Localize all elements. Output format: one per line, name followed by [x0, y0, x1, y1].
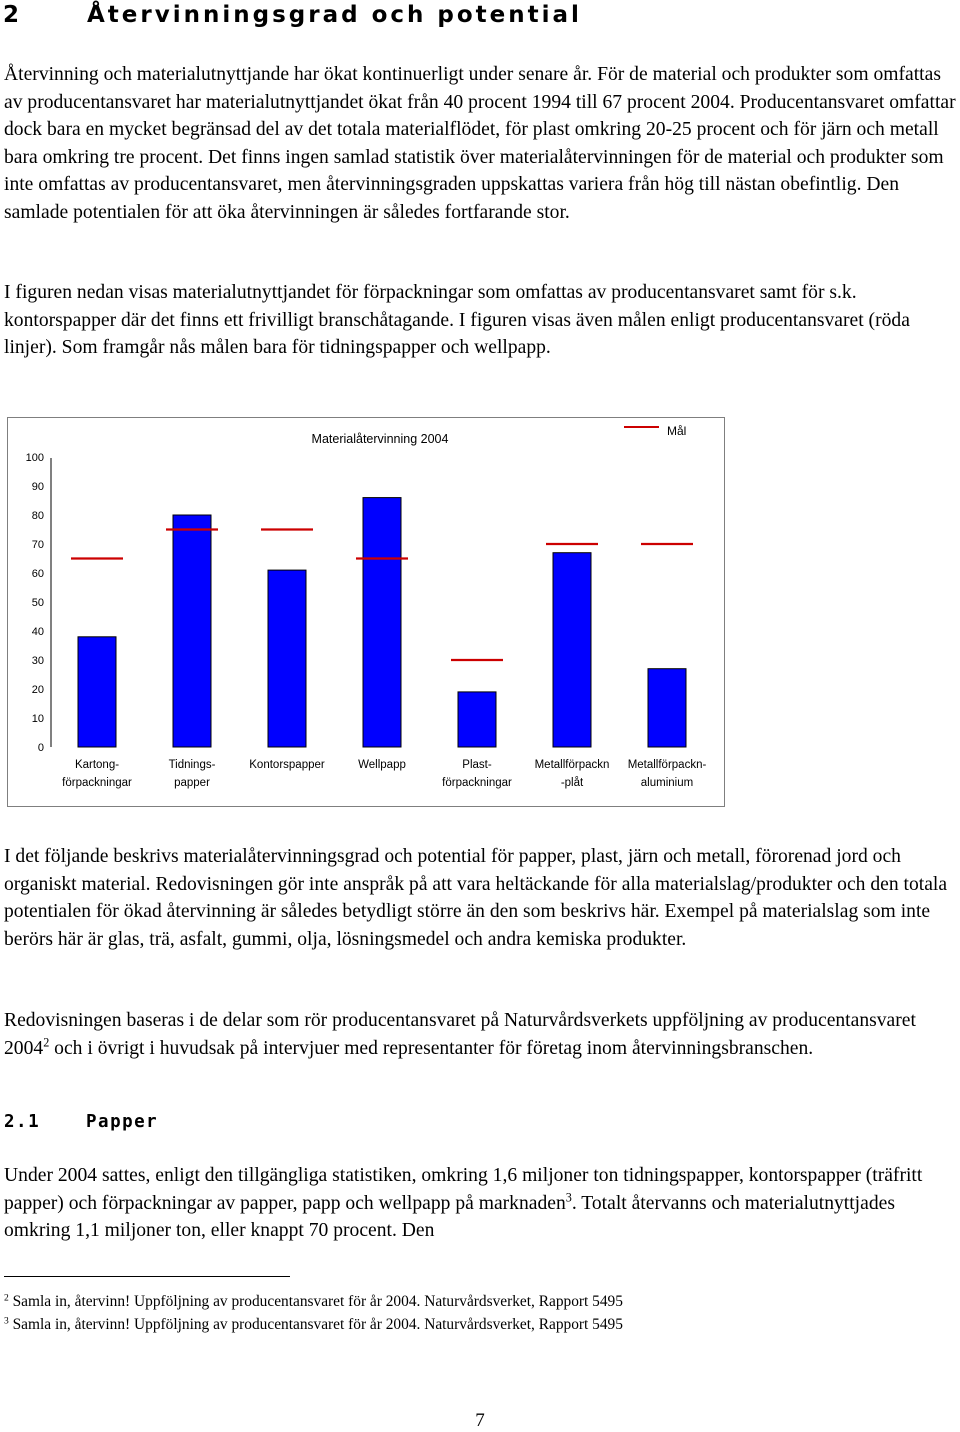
- y-tick-label: 90: [31, 481, 44, 493]
- paragraph-1: Återvinning och materialutnyttjande har ökat kontinuerligt under senare år. För de material och produkter som omfattas av producentansvaret har materialutnyttjandet ökat från 40 procent 1994 till 67 procent 2004. Producentansvaret omfattar dock bara en mycket begränsad del av det totala materialflödet, för plast omkring 20-25 procent och för järn och metall bara omkring tre procent. Det finns ingen samlad statistik över materialåtervinningen för de material och produkter som inte omfattas av producentansvaret, men återvinningsgraden uppskattas variera från hög till nästan obefintlig. Den samlade potentialen för att öka återvinningen är således fortfarande stor.: [4, 64, 956, 223]
- chart-title: Materialåtervinning 2004: [311, 432, 449, 446]
- bar: [173, 515, 211, 747]
- paragraph-5: [4, 1162, 956, 1245]
- legend-label: Mål: [667, 424, 687, 438]
- y-tick-label: 20: [31, 684, 44, 696]
- paragraph-5-text-a: Under 2004 sattes, enligt den tillgängliga statistiken, omkring 1,6 miljoner ton tidningspapper, kontorspapper (träfritt papper) och förpackningar av papper, papp och wellpapp på marknaden: [4, 1165, 923, 1214]
- y-tick-label: 50: [31, 597, 44, 609]
- subsection-number: 2.1: [4, 1112, 41, 1132]
- bar: [648, 669, 686, 747]
- footnote-number: 3: [4, 1315, 9, 1327]
- x-tick-label: förpackningar: [442, 777, 512, 789]
- y-tick-label: 0: [37, 742, 44, 754]
- x-tick-label: Wellpapp: [358, 759, 406, 771]
- x-tick-label: Tidnings-: [168, 759, 216, 771]
- page-number: 7: [475, 1410, 485, 1431]
- section-heading: [3, 2, 582, 28]
- footnote-number: 2: [4, 1292, 9, 1304]
- subsection-heading: [4, 1112, 158, 1132]
- paragraph-4-text-b: och i övrigt i huvudsak på intervjuer med representanter för företag inom återvinningsbranschen.: [49, 1037, 814, 1059]
- footnote-3: [4, 1315, 623, 1335]
- bar: [553, 553, 591, 747]
- y-tick-label: 40: [31, 626, 44, 638]
- footnote-separator: [4, 1276, 290, 1277]
- recycling-chart: [7, 417, 725, 807]
- y-tick-label: 60: [31, 568, 44, 580]
- x-tick-label: -plåt: [560, 777, 584, 789]
- y-tick-label: 100: [25, 452, 44, 464]
- x-tick-label: aluminium: [640, 777, 694, 789]
- x-tick-label: Plast-: [462, 759, 492, 771]
- section-number: 2: [3, 2, 23, 28]
- x-tick-label: Kartong-: [74, 759, 120, 771]
- bar: [78, 637, 116, 747]
- bar: [268, 570, 306, 747]
- paragraph-4-text-a: Redovisningen baseras i de delar som rör producentansvaret på Naturvårdsverkets uppföljning av producentansvaret 2004: [4, 1010, 916, 1059]
- subsection-title: Papper: [86, 1112, 159, 1132]
- y-tick-label: 70: [31, 539, 44, 551]
- x-tick-label: förpackningar: [62, 777, 132, 789]
- paragraph-2: I figuren nedan visas materialutnyttjandet för förpackningar som omfattas av producentansvaret samt för s.k. kontorspapper där det finns ett frivilligt branschåtagande. I figuren visas även målen enligt producentansvaret (röda linjer). Som framgår nås målen bara för tidningspapper och wellpapp.: [4, 282, 910, 359]
- y-tick-label: 30: [31, 655, 44, 667]
- x-tick-label: Kontorspapper: [249, 759, 325, 771]
- bar: [363, 498, 401, 747]
- paragraph-5-text-b: . Totalt återvanns och materialutnyttjades omkring 1,1 miljoner ton, eller knappt 70 procent. Den: [4, 1192, 895, 1242]
- paragraph-3: I det följande beskrivs materialåtervinningsgrad och potential för papper, plast, järn och metall, förorenad jord och organiskt material. Redovisningen gör inte anspråk på att vara heltäckande för alla materialslag/produkter och den totala potentialen för ökad återvinning är således betydligt större än den som beskrivs här. Exempel på materialslag som inte berörs här är glas, trä, asfalt, gummi, olja, lösningsmedel och andra kemiska produkter.: [4, 846, 948, 950]
- footnote-ref-2: 2: [43, 1035, 50, 1050]
- y-tick-label: 80: [31, 510, 44, 522]
- y-tick-label: 10: [31, 713, 44, 725]
- bar: [458, 692, 496, 747]
- x-tick-label: Metallförpackn-: [627, 759, 707, 771]
- section-title: Återvinningsgrad och potential: [87, 2, 582, 28]
- paragraph-4: [4, 1007, 956, 1062]
- x-tick-label: papper: [174, 777, 210, 789]
- footnote-ref-3: 3: [565, 1190, 572, 1205]
- footnote-2: [4, 1292, 623, 1312]
- x-tick-label: Metallförpackn: [534, 759, 610, 771]
- footnote-text: Samla in, återvinn! Uppföljning av producentansvaret för år 2004. Naturvårdsverket, Rapport 5495: [12, 1293, 623, 1310]
- footnote-text: Samla in, återvinn! Uppföljning av producentansvaret för år 2004. Naturvårdsverket, Rapport 5495: [12, 1316, 623, 1333]
